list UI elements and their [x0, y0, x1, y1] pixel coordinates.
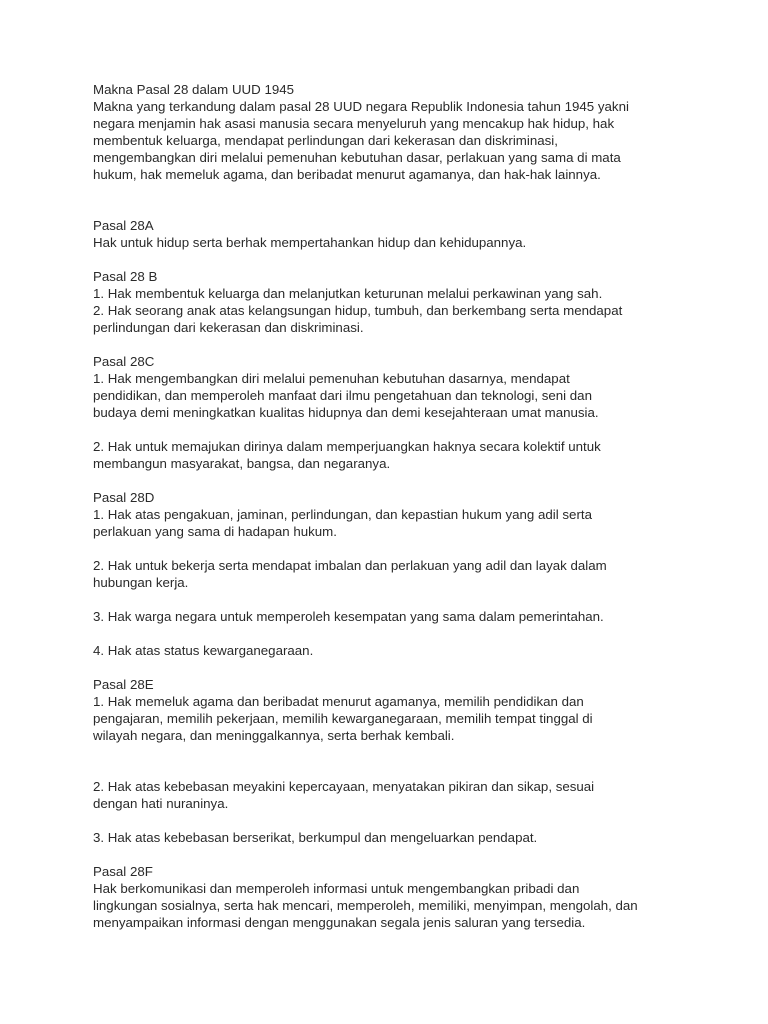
section-pasal-28a — [93, 217, 693, 251]
section-line: 3. Hak atas kebebasan berserikat, berkumpul dan mengeluarkan pendapat. — [93, 830, 538, 845]
section-pasal-28f — [93, 863, 693, 931]
section-pasal-28e — [93, 676, 693, 846]
intro-line: mengembangkan diri melalui pemenuhan kebutuhan dasar, perlakuan yang sama di mata — [93, 150, 621, 165]
section-line: 2. Hak seorang anak atas kelangsungan hidup, tumbuh, dan berkembang serta mendapat — [93, 303, 623, 318]
section-line: perlakuan yang sama di hadapan hukum. — [93, 524, 337, 539]
section-line: 1. Hak membentuk keluarga dan melanjutkan keturunan melalui perkawinan yang sah. — [93, 286, 603, 301]
section-line: 4. Hak atas status kewarganegaraan. — [93, 643, 314, 658]
section-pasal-28c — [93, 353, 693, 472]
section-heading: Pasal 28E — [93, 677, 154, 692]
intro-paragraph — [93, 98, 693, 183]
intro-line: hukum, hak memeluk agama, dan beribadat menurut agamanya, dan hak-hak lainnya. — [93, 167, 601, 182]
section-line: Hak untuk hidup serta berhak mempertahankan hidup dan kehidupannya. — [93, 235, 527, 250]
section-line: budaya demi meningkatkan kualitas hidupnya dan demi kesejahteraan umat manusia. — [93, 405, 599, 420]
document-title: Makna Pasal 28 dalam UUD 1945 — [93, 82, 295, 97]
section-pasal-28b — [93, 268, 693, 336]
section-line: 2. Hak untuk memajukan dirinya dalam memperjuangkan haknya secara kolektif untuk — [93, 439, 601, 454]
section-heading: Pasal 28 B — [93, 269, 158, 284]
section-line: pendidikan, dan memperoleh manfaat dari ilmu pengetahuan dan teknologi, seni dan — [93, 388, 592, 403]
document-page — [93, 81, 693, 931]
section-line: 2. Hak untuk bekerja serta mendapat imbalan dan perlakuan yang adil dan layak dalam — [93, 558, 607, 573]
section-line: hubungan kerja. — [93, 575, 189, 590]
section-line: 1. Hak mengembangkan diri melalui pemenuhan kebutuhan dasarnya, mendapat — [93, 371, 570, 386]
section-line: Hak berkomunikasi dan memperoleh informasi untuk mengembangkan pribadi dan — [93, 881, 580, 896]
section-line: wilayah negara, dan meninggalkannya, serta berhak kembali. — [93, 728, 455, 743]
section-line: 1. Hak memeluk agama dan beribadat menurut agamanya, memilih pendidikan dan — [93, 694, 584, 709]
section-pasal-28d — [93, 489, 693, 659]
section-line: 3. Hak warga negara untuk memperoleh kesempatan yang sama dalam pemerintahan. — [93, 609, 604, 624]
section-heading: Pasal 28C — [93, 354, 155, 369]
section-line: lingkungan sosialnya, serta hak mencari, memperoleh, memiliki, menyimpan, mengolah, dan — [93, 898, 638, 913]
section-line: 1. Hak atas pengakuan, jaminan, perlindungan, dan kepastian hukum yang adil serta — [93, 507, 592, 522]
section-line: membangun masyarakat, bangsa, dan negaranya. — [93, 456, 391, 471]
intro-line: negara menjamin hak asasi manusia secara menyeluruh yang mencakup hak hidup, hak — [93, 116, 615, 131]
section-heading: Pasal 28A — [93, 218, 154, 233]
section-line: 2. Hak atas kebebasan meyakini kepercayaan, menyatakan pikiran dan sikap, sesuai — [93, 779, 595, 794]
section-line: pengajaran, memilih pekerjaan, memilih kewarganegaraan, memilih tempat tinggal di — [93, 711, 593, 726]
section-heading: Pasal 28D — [93, 490, 155, 505]
section-line: dengan hati nuraninya. — [93, 796, 229, 811]
section-heading: Pasal 28F — [93, 864, 153, 879]
section-line: perlindungan dari kekerasan dan diskriminasi. — [93, 320, 364, 335]
intro-line: membentuk keluarga, mendapat perlindungan dari kekerasan dan diskriminasi, — [93, 133, 558, 148]
section-line: menyampaikan informasi dengan menggunakan segala jenis saluran yang tersedia. — [93, 915, 586, 930]
intro-line: Makna yang terkandung dalam pasal 28 UUD negara Republik Indonesia tahun 1945 yakni — [93, 99, 629, 114]
